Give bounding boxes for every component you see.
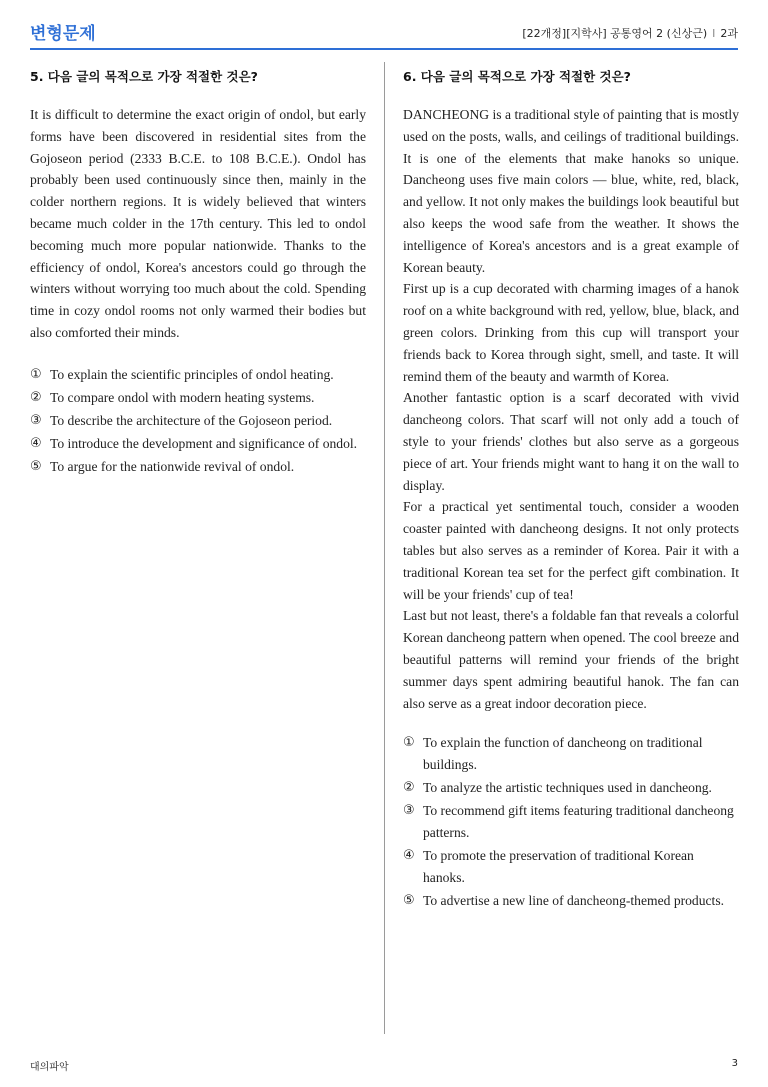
option-4[interactable]: [30, 433, 366, 455]
option-text: To analyze the artistic techniques used in dancheong.: [423, 780, 712, 796]
option-text: To explain the function of dancheong on traditional buildings.: [423, 735, 703, 773]
question-6-options: [403, 732, 739, 912]
question-5-options: [30, 364, 366, 478]
footer-publisher: 대의파악: [30, 1062, 69, 1073]
passage-paragraph: It is difficult to determine the exact origin of ondol, but early forms have been discovered in residential sites from the Gojoseon period (2333 B.C.E. to 108 B.C.E.). Ondol has probably been used continuously since then, mainly in the colder northern regions. It is widely believed that winters became much colder in the 17th century. This led to ondol becoming much more popular nationwide. Thanks to the efficiency of ondol, Korea's ancestors could go through the winters without worrying too much about the cold. Spending time in cozy ondol rooms not only warmed their bodies but also comforted their minds.: [30, 107, 366, 340]
question-6-title: 6. 다음 글의 목적으로 가장 적절한 것은?: [403, 69, 631, 84]
question-5-passage: [30, 104, 366, 344]
option-text: To introduce the development and significance of ondol.: [50, 435, 358, 451]
option-2[interactable]: [403, 777, 739, 799]
option-text: To argue for the nationwide revival of ondol.: [50, 458, 295, 474]
option-5[interactable]: [30, 456, 366, 478]
option-number: ②: [403, 780, 415, 796]
option-number: ④: [403, 848, 415, 864]
header-separator: I: [712, 27, 716, 40]
passage-paragraph: DANCHEONG is a traditional style of painting that is mostly used on the posts, walls, and ceilings of traditional buildings. It is one of the elements that make hanoks so unique. Dancheong uses five main colors — blue, white, red, black, and yellow. It not only makes the buildings look beautiful but also keeps the wood safe from the weather. It shows the intelligence of Korea's ancestors and is a great example of Korean beauty.: [403, 107, 739, 275]
passage-paragraph: For a practical yet sentimental touch, consider a wooden coaster painted with dancheong designs. It not only protects tables but also serves as a reminder of Korea. Pair it with a traditional Korean tea set for the perfect gift combination. It will be your friends' cup of tea!: [403, 499, 739, 602]
option-text: To explain the scientific principles of ondol heating.: [50, 366, 334, 382]
page-number: 3: [731, 1058, 738, 1069]
option-5[interactable]: [403, 890, 739, 912]
lesson-label: 2과: [720, 27, 738, 40]
question-6: [403, 66, 739, 913]
option-number: ③: [403, 803, 415, 819]
page-header: [30, 20, 738, 50]
option-number: ⑤: [403, 893, 415, 909]
option-text: To promote the preservation of traditional Korean hanoks.: [423, 848, 694, 886]
option-text: To compare ondol with modern heating systems.: [50, 389, 315, 405]
question-6-passage: [403, 104, 739, 714]
option-number: ①: [30, 366, 42, 382]
course-name: [22개정][지학사] 공통영어 2 (신상근): [522, 27, 708, 40]
option-text: To recommend gift items featuring traditional dancheong patterns.: [423, 803, 734, 841]
option-number: ②: [30, 389, 42, 405]
option-1[interactable]: [403, 732, 739, 776]
option-3[interactable]: [30, 410, 366, 432]
option-2[interactable]: [30, 387, 366, 409]
question-5-title: 5. 다음 글의 목적으로 가장 적절한 것은?: [30, 69, 258, 84]
option-4[interactable]: [403, 845, 739, 889]
option-text: To describe the architecture of the Gojoseon period.: [50, 412, 333, 428]
option-number: ①: [403, 735, 415, 751]
option-number: ④: [30, 435, 42, 451]
column-divider: [384, 62, 385, 1034]
option-3[interactable]: [403, 800, 739, 844]
header-course-info: [522, 20, 738, 48]
option-number: ③: [30, 412, 42, 428]
option-number: ⑤: [30, 458, 42, 474]
header-title: 변형문제: [30, 24, 96, 44]
option-text: To advertise a new line of dancheong-themed products.: [423, 893, 725, 909]
question-5: [30, 66, 366, 479]
option-1[interactable]: [30, 364, 366, 386]
passage-paragraph: Another fantastic option is a scarf decorated with vivid dancheong colors. That scarf will not only add a touch of style to your friends' clothes but also serve as a gorgeous piece of art. Your friends might want to hang it on the wall to display.: [403, 390, 739, 493]
passage-paragraph: Last but not least, there's a foldable fan that reveals a colorful Korean dancheong pattern when opened. The cool breeze and beautiful patterns will remind your friends of the bright summer days spent admiring beautiful hanok. The fan can also serve as a great indoor decoration piece.: [403, 608, 739, 711]
passage-paragraph: First up is a cup decorated with charming images of a hanok roof on a white background with red, yellow, blue, black, and green colors. Drinking from this cup will transport your friends back to Korea through sight, smell, and taste. It will remind them of the beauty and warmth of Korea.: [403, 281, 739, 384]
